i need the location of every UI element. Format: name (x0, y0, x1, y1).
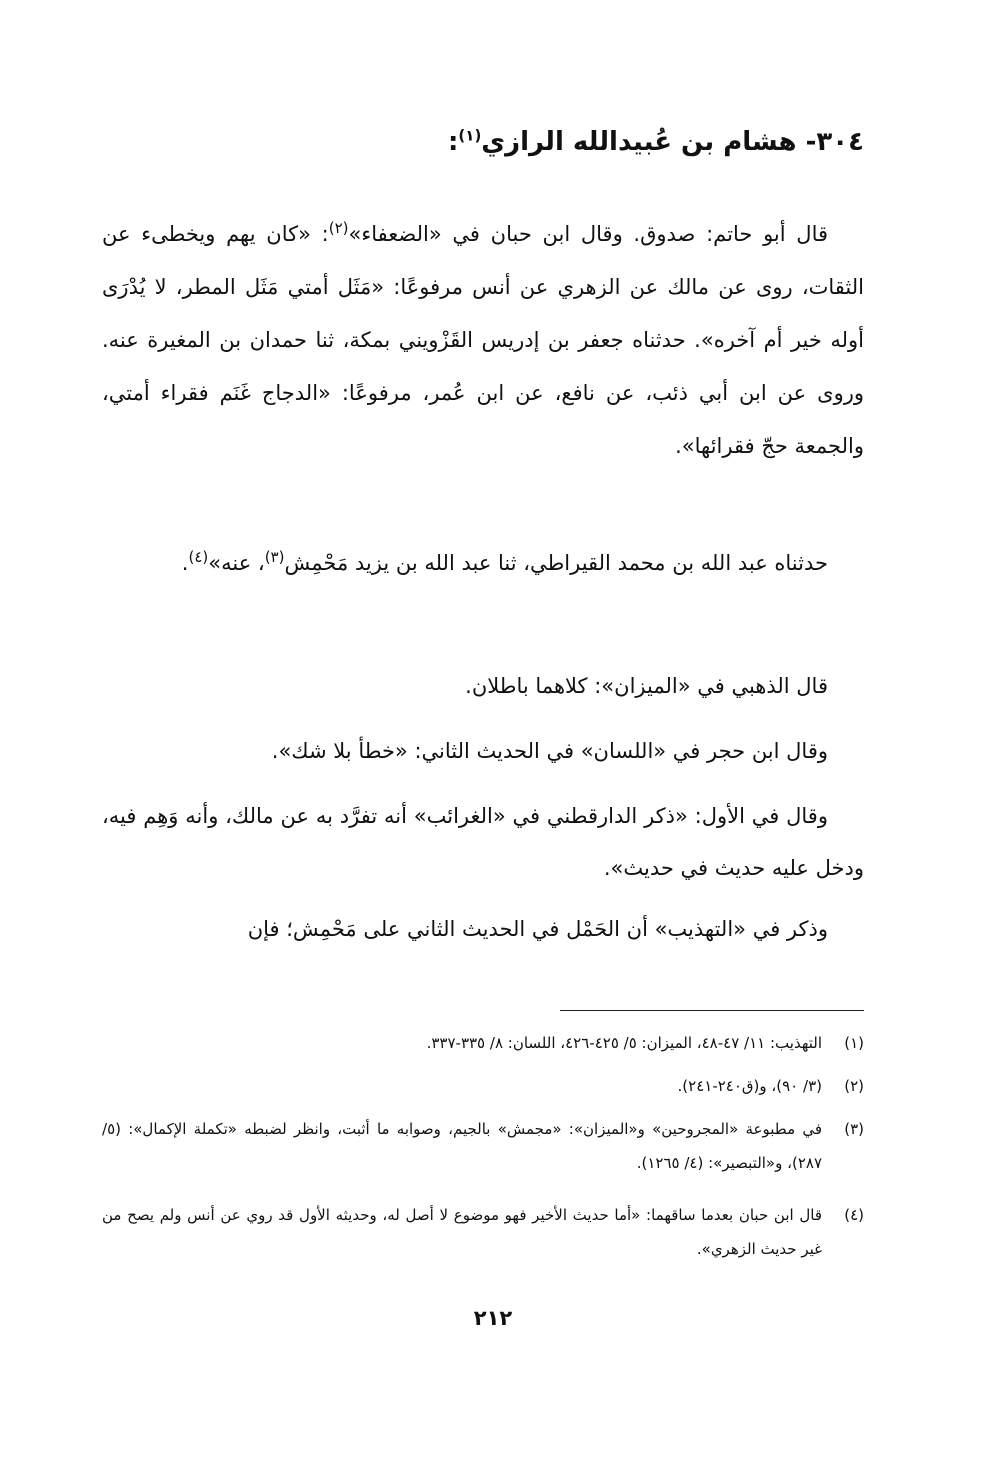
footnote-number: (١) (844, 1034, 864, 1052)
entry-heading (104, 120, 864, 164)
paragraph-tahdhib: وذكر في «التهذيب» أن الحَمْل في الحديث الثاني على مَحْمِش؛ فإن (247, 917, 828, 941)
footnote-text: (٣/ ٩٠)، و(ق٢٤٠-٢٤١). (677, 1077, 822, 1095)
paragraph-text: قال أبو حاتم: صدوق. وقال ابن حبان في «الضعفاء» (348, 222, 829, 246)
footnote-3 (102, 1112, 864, 1180)
footnote-ref-3: (٣) (264, 548, 285, 566)
footnote-number: (٢) (844, 1077, 864, 1095)
footnote-text: قال ابن حبان بعدما ساقهما: «أما حديث الأخير فهو موضوع لا أصل له، وحديثه الأول قد روي عن أنس ولم يصح من غير حديث الزهري». (102, 1206, 822, 1258)
paragraph-isnad (102, 538, 864, 588)
entry-title-colon: : (448, 127, 459, 157)
footnote-ref-2: (٢) (328, 219, 349, 237)
paragraph-dhahabi: قال الذهبي في «الميزان»: كلاهما باطلان. (465, 674, 828, 698)
footnote-4 (102, 1198, 864, 1266)
page-number: ٢١٢ (473, 1306, 513, 1330)
footnote-ref-4: (٤) (188, 548, 209, 566)
footnote-1 (102, 1026, 864, 1060)
paragraph-abu-hatim (102, 208, 864, 473)
footnote-ref-1: (١) (458, 126, 482, 145)
entry-title: ٣٠٤- هشام بن عُبيدالله الرازي (481, 127, 864, 157)
paragraph-daraqutni: وقال في الأول: «ذكر الدارقطني في «الغرائب» أنه تفرَّد به عن مالك، وأنه وَهِم فيه، ودخل عليه حديث في حديث». (102, 804, 864, 880)
paragraph-text: ، عنه» (208, 551, 265, 575)
paragraph-text: . (181, 551, 189, 575)
footnote-divider (560, 1010, 864, 1011)
footnote-text: التهذيب: ١١/ ٤٧-٤٨، الميزان: ٥/ ٤٢٥-٤٢٦، اللسان: ٨/ ٣٣٥-٣٣٧. (426, 1034, 822, 1052)
footnote-text: في مطبوعة «المجروحين» و«الميزان»: «مجمش» بالجيم، وصوابه ما أثبت، وانظر لضبطه «تكملة الإكمال»: (٥/ ٢٨٧)، و«التبصير»: (٤/ ١٢٦٥). (102, 1120, 822, 1172)
footnote-number: (٤) (844, 1206, 864, 1224)
footnote-2 (102, 1069, 864, 1103)
paragraph-text: : «كان يهم ويخطىء عن الثقات، روى عن مالك عن الزهري عن أنس مرفوعًا: «مَثَل أمتي مَثَل المطر، لا يُدْرَى أوله خير أم آخره». حدثناه جعفر بن إدريس القَزْويني بمكة، ثنا حمدان بن المغيرة عنه. وروى عن ابن أبي ذئب، عن نافع، عن ابن عُمر، مرفوعًا: «الدجاج غَنَم فقراء أمتي، والجمعة حجّ فقرائها». (102, 222, 864, 458)
footnote-number: (٣) (844, 1120, 864, 1138)
paragraph-ibn-hajar: وقال ابن حجر في «اللسان» في الحديث الثاني: «خطأ بلا شك». (271, 739, 828, 763)
paragraph-text: حدثناه عبد الله بن محمد القيراطي، ثنا عبد الله بن يزيد مَحْمِش (284, 551, 828, 575)
